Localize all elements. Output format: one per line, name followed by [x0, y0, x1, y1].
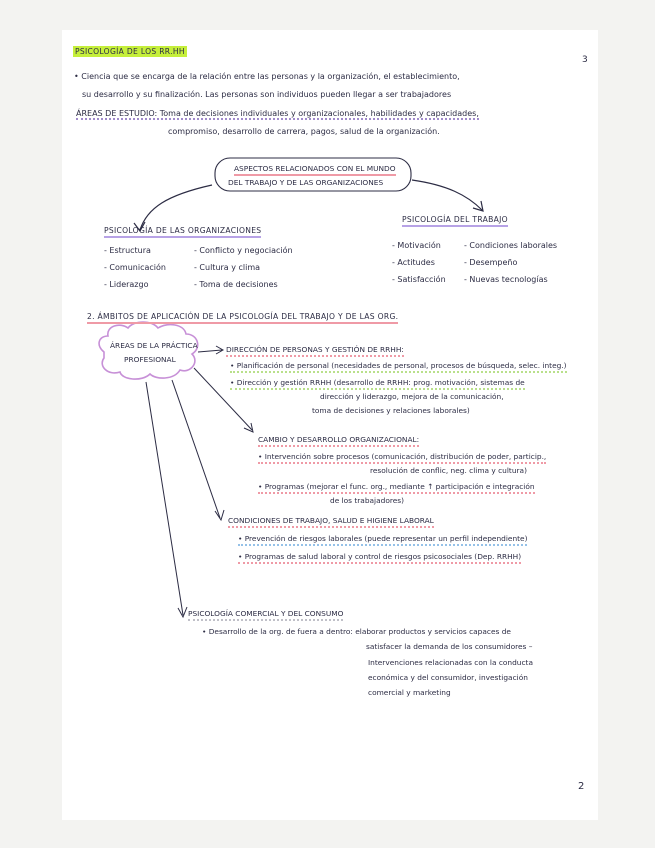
- dir-item-3: dirección y liderazgo, mejora de la comunicación,: [320, 392, 504, 401]
- com-item-5: comercial y marketing: [368, 688, 451, 697]
- org-title: PSICOLOGÍA DE LAS ORGANIZACIONES: [104, 227, 261, 235]
- dir-item-2: • Dirección y gestión RRHH (desarrollo de RRHH: prog. motivación, sistemas de: [230, 379, 525, 386]
- trab-item-2: - Actitudes: [392, 258, 435, 267]
- org-item-5: - Cultura y clima: [194, 263, 261, 272]
- cambio-item-1: • Intervención sobre procesos (comunicación, distribución de poder, particip.,: [258, 453, 546, 460]
- page-title: PSICOLOGÍA DE LOS RR.HH: [75, 47, 185, 56]
- dir-item-4: toma de decisiones y relaciones laborales): [312, 406, 470, 415]
- com-title: PSICOLOGÍA COMERCIAL Y DEL CONSUMO: [188, 610, 343, 617]
- intro-line-3: ÁREAS DE ESTUDIO: Toma de decisiones individuales y organizacionales, habilidades y capacidades,: [76, 109, 479, 118]
- trab-item-6: - Nuevas tecnologías: [464, 275, 548, 284]
- cambio-title: CAMBIO Y DESARROLLO ORGANIZACIONAL:: [258, 436, 419, 443]
- com-item-3: Intervenciones relacionadas con la conducta: [368, 658, 533, 667]
- trab-item-5: - Desempeño: [464, 258, 518, 267]
- trab-item-3: - Satisfacción: [392, 275, 446, 284]
- cloud-line-1: ÁREAS DE LA PRÁCTICA: [110, 341, 198, 350]
- trab-title: PSICOLOGÍA DEL TRABAJO: [402, 216, 508, 224]
- org-item-1: - Estructura: [104, 246, 151, 255]
- center-box-line-1: ASPECTOS RELACIONADOS CON EL MUNDO: [234, 165, 396, 172]
- center-box-line-2: DEL TRABAJO Y DE LAS ORGANIZACIONES: [228, 178, 384, 187]
- dir-title: DIRECCIÓN DE PERSONAS Y GESTIÓN DE RRHH:: [226, 346, 404, 353]
- intro-line-2: su desarrollo y su finalización. Las personas son individuos pueden llegar a ser trabajadores: [82, 90, 452, 99]
- cambio-item-2: resolución de conflic, neg. clima y cultura): [370, 466, 527, 475]
- connector-lines: [62, 30, 598, 820]
- cambio-item-4: de los trabajadores): [330, 496, 404, 505]
- cambio-item-3: • Programas (mejorar el func. org., mediante ↑ participación e integración: [258, 483, 535, 490]
- com-item-4: económica y del consumidor, investigación: [368, 673, 528, 682]
- org-item-6: - Toma de decisiones: [194, 280, 278, 289]
- intro-line-4: compromiso, desarrollo de carrera, pagos, salud de la organización.: [168, 127, 440, 136]
- dir-item-1: • Planificación de personal (necesidades de personal, procesos de búsqueda, selec. integ.): [230, 362, 567, 369]
- org-item-4: - Conflicto y negociación: [194, 246, 293, 255]
- trab-item-4: - Condiciones laborales: [464, 241, 558, 250]
- cond-item-1: • Prevención de riesgos laborales (puede representar un perfil independiente): [238, 535, 527, 542]
- notebook-page: [62, 30, 598, 820]
- trab-item-1: - Motivación: [392, 241, 441, 250]
- cloud-line-2: PROFESIONAL: [124, 355, 176, 364]
- cond-item-2: • Programas de salud laboral y control de riesgos psicosociales (Dep. RRHH): [238, 553, 521, 560]
- com-item-2: satisfacer la demanda de los consumidores –: [366, 642, 533, 651]
- org-item-2: - Comunicación: [104, 263, 166, 272]
- com-item-1: • Desarrollo de la org. de fuera a dentro: elaborar productos y servicios capaces de: [202, 627, 511, 636]
- page-number-bottom: 2: [578, 781, 585, 792]
- org-item-3: - Liderazgo: [104, 280, 149, 289]
- section-2-title: 2. ÁMBITOS DE APLICACIÓN DE LA PSICOLOGÍA DEL TRABAJO Y DE LAS ORG.: [87, 313, 398, 321]
- page-number-top: 3: [582, 55, 588, 65]
- cond-title: CONDICIONES DE TRABAJO, SALUD E HIGIENE LABORAL: [228, 517, 434, 524]
- intro-line-1: • Ciencia que se encarga de la relación entre las personas y la organización, el establecimiento,: [74, 72, 460, 81]
